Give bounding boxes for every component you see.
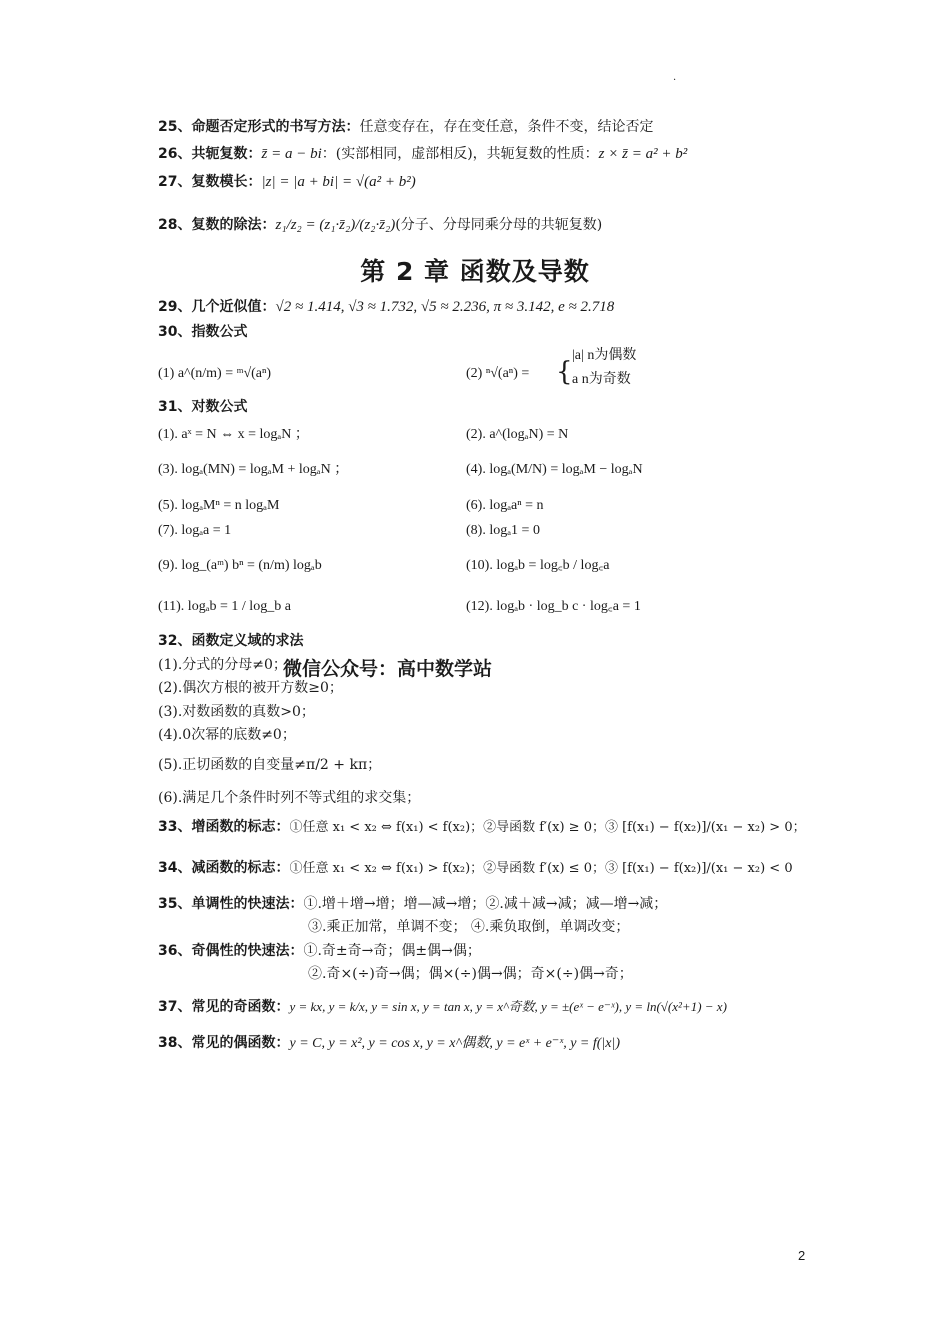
domain-rule-4-text: (4).0次幂的底数≠0； — [158, 727, 296, 743]
log-formula-10: (10). logₐb = log꜀b / log꜀a — [466, 558, 610, 573]
item-29-label: 29、几个近似值： — [158, 299, 276, 315]
log-formula-7: (7). logₐa = 1 — [158, 523, 232, 538]
item-37 — [158, 997, 727, 1017]
item-27 — [158, 172, 416, 192]
item-36-line2 — [308, 964, 633, 984]
item-25-label: 25、命题否定形式的书写方法： — [158, 119, 360, 135]
domain-rule-3 — [158, 702, 315, 722]
item-28-formula: z₁/z₂ = (z₁·z̄₂)/(z₂·z̄₂) — [275, 217, 396, 233]
item-26-label: 26、共轭复数： — [158, 146, 262, 162]
item-35-text2: ③.乘正加常，单调不变； ④.乘负取倒，单调改变； — [308, 919, 630, 935]
item-30-label: 30、指数公式 — [158, 324, 248, 340]
wechat-watermark: 微信公众号：高中数学站 — [283, 658, 493, 680]
log-formula-5: (5). logₐMⁿ = n logₐM — [158, 498, 280, 513]
item-26-text: ：(实部相同，虚部相反)，共轭复数的性质： — [321, 146, 599, 162]
item-36-text2: ②.奇×(÷)奇→偶；偶×(÷)偶→偶；奇×(÷)偶→奇； — [308, 966, 633, 982]
log-formula-9: (9). log_(aᵐ) bⁿ = (n/m) logₐb — [158, 558, 322, 573]
item-32-label: 32、函数定义域的求法 — [158, 633, 304, 649]
corner-dot: . — [673, 72, 677, 83]
domain-rule-1-text: (1).分式的分母≠0； — [158, 657, 287, 673]
item-34-text: ①任意 x₁ < x₂ ⇔ f(x₁) > f(x₂)；②导函数 f′(x) ≤ 0；③ [f(x₁) − f(x₂)]/(x₁ − x₂) < 0 — [289, 861, 793, 876]
item-30-f2-left: (2) ⁿ√(aⁿ) = — [466, 366, 530, 381]
log-formula-2: (2). a^(logₐN) = N — [466, 427, 569, 442]
domain-rule-5-text: (5).正切函数的自变量≠π/2 + kπ； — [158, 757, 382, 773]
item-34 — [158, 858, 793, 879]
item-26-formula2: z × z̄ = a² + b² — [598, 146, 688, 162]
domain-rule-6-text: (6).满足几个条件时列不等式组的求交集； — [158, 790, 421, 806]
domain-rule-2 — [158, 678, 343, 698]
item-33 — [158, 817, 806, 838]
item-30-case1: |a| n为偶数 — [572, 348, 637, 363]
item-33-label: 33、增函数的标志： — [158, 819, 290, 835]
item-35-label: 35、单调性的快速法： — [158, 896, 304, 912]
log-formula-11: (11). logₐb = 1 / log_b a — [158, 599, 291, 614]
item-30-case2: a n为奇数 — [572, 372, 631, 387]
page-number: 2 — [798, 1248, 806, 1263]
item-30 — [158, 322, 247, 342]
item-35-text1: ①.增＋增→增；增—减→增；②.减＋减→减；减—增→减； — [303, 896, 668, 912]
domain-rule-6 — [158, 788, 420, 808]
item-33-text: ①任意 x₁ < x₂ ⇔ f(x₁) < f(x₂)；②导函数 f′(x) ≥ 0；③ [f(x₁) − f(x₂)]/(x₁ − x₂) > 0； — [289, 820, 806, 835]
log-formula-12: (12). logₐb · log_b c · log꜀a = 1 — [466, 599, 641, 614]
item-35 — [158, 894, 667, 914]
item-28-text: (分子、分母同乘分母的共轭复数) — [395, 217, 603, 233]
item-26 — [158, 144, 687, 164]
item-35-line2 — [308, 917, 629, 937]
log-formula-1: (1). aˣ = N ⇔ x = logₐN ； — [158, 427, 309, 442]
item-28 — [158, 215, 602, 235]
item-38-text: y = C, y = x², y = cos x, y = x^偶数, y = eˣ + e⁻ˣ, y = f(|x|) — [289, 1036, 620, 1051]
item-26-formula: z̄ = a − bi — [261, 146, 322, 162]
item-34-label: 34、减函数的标志： — [158, 860, 290, 876]
item-28-label: 28、复数的除法： — [158, 217, 276, 233]
log-formula-6: (6). logₐaⁿ = n — [466, 498, 544, 513]
item-37-text: y = kx, y = k/x, y = sin x, y = tan x, y = x^奇数, y = ±(eˣ − e⁻ˣ), y = ln(√(x²+1) − x) — [289, 999, 727, 1014]
domain-rule-4 — [158, 725, 296, 745]
item-37-label: 37、常见的奇函数： — [158, 999, 290, 1015]
chapter-title: 第 2 章 函数及导数 — [360, 257, 590, 286]
item-32 — [158, 631, 303, 651]
domain-rule-5 — [158, 755, 381, 775]
brace-symbol: { — [556, 357, 573, 387]
domain-rule-1 — [158, 655, 287, 675]
item-38-label: 38、常见的偶函数： — [158, 1035, 290, 1051]
item-36-text1: ①.奇±奇→奇；偶±偶→偶； — [303, 943, 481, 959]
domain-rule-2-text: (2).偶次方根的被开方数≥0； — [158, 680, 343, 696]
log-formula-3: (3). logₐ(MN) = logₐM + logₐN ； — [158, 462, 349, 477]
item-27-label: 27、复数模长： — [158, 174, 262, 190]
item-36-label: 36、奇偶性的快速法： — [158, 943, 304, 959]
log-formula-8: (8). logₐ1 = 0 — [466, 523, 540, 538]
item-36 — [158, 941, 481, 961]
item-38 — [158, 1033, 620, 1054]
item-30-f1: (1) a^(n/m) = ᵐ√(aⁿ) — [158, 366, 272, 381]
item-25-text: 任意变存在，存在变任意，条件不变，结论否定 — [359, 119, 654, 135]
item-29 — [158, 297, 614, 317]
item-31-label: 31、对数公式 — [158, 399, 248, 415]
item-25 — [158, 117, 653, 137]
item-27-formula: |z| = |a + bi| = √(a² + b²) — [261, 174, 416, 190]
log-formula-4: (4). logₐ(M/N) = logₐM − logₐN — [466, 462, 643, 477]
item-31 — [158, 397, 247, 417]
domain-rule-3-text: (3).对数函数的真数>0； — [158, 704, 315, 720]
item-29-formula: √2 ≈ 1.414, √3 ≈ 1.732, √5 ≈ 2.236, π ≈ 3.142, e ≈ 2.718 — [275, 299, 615, 315]
